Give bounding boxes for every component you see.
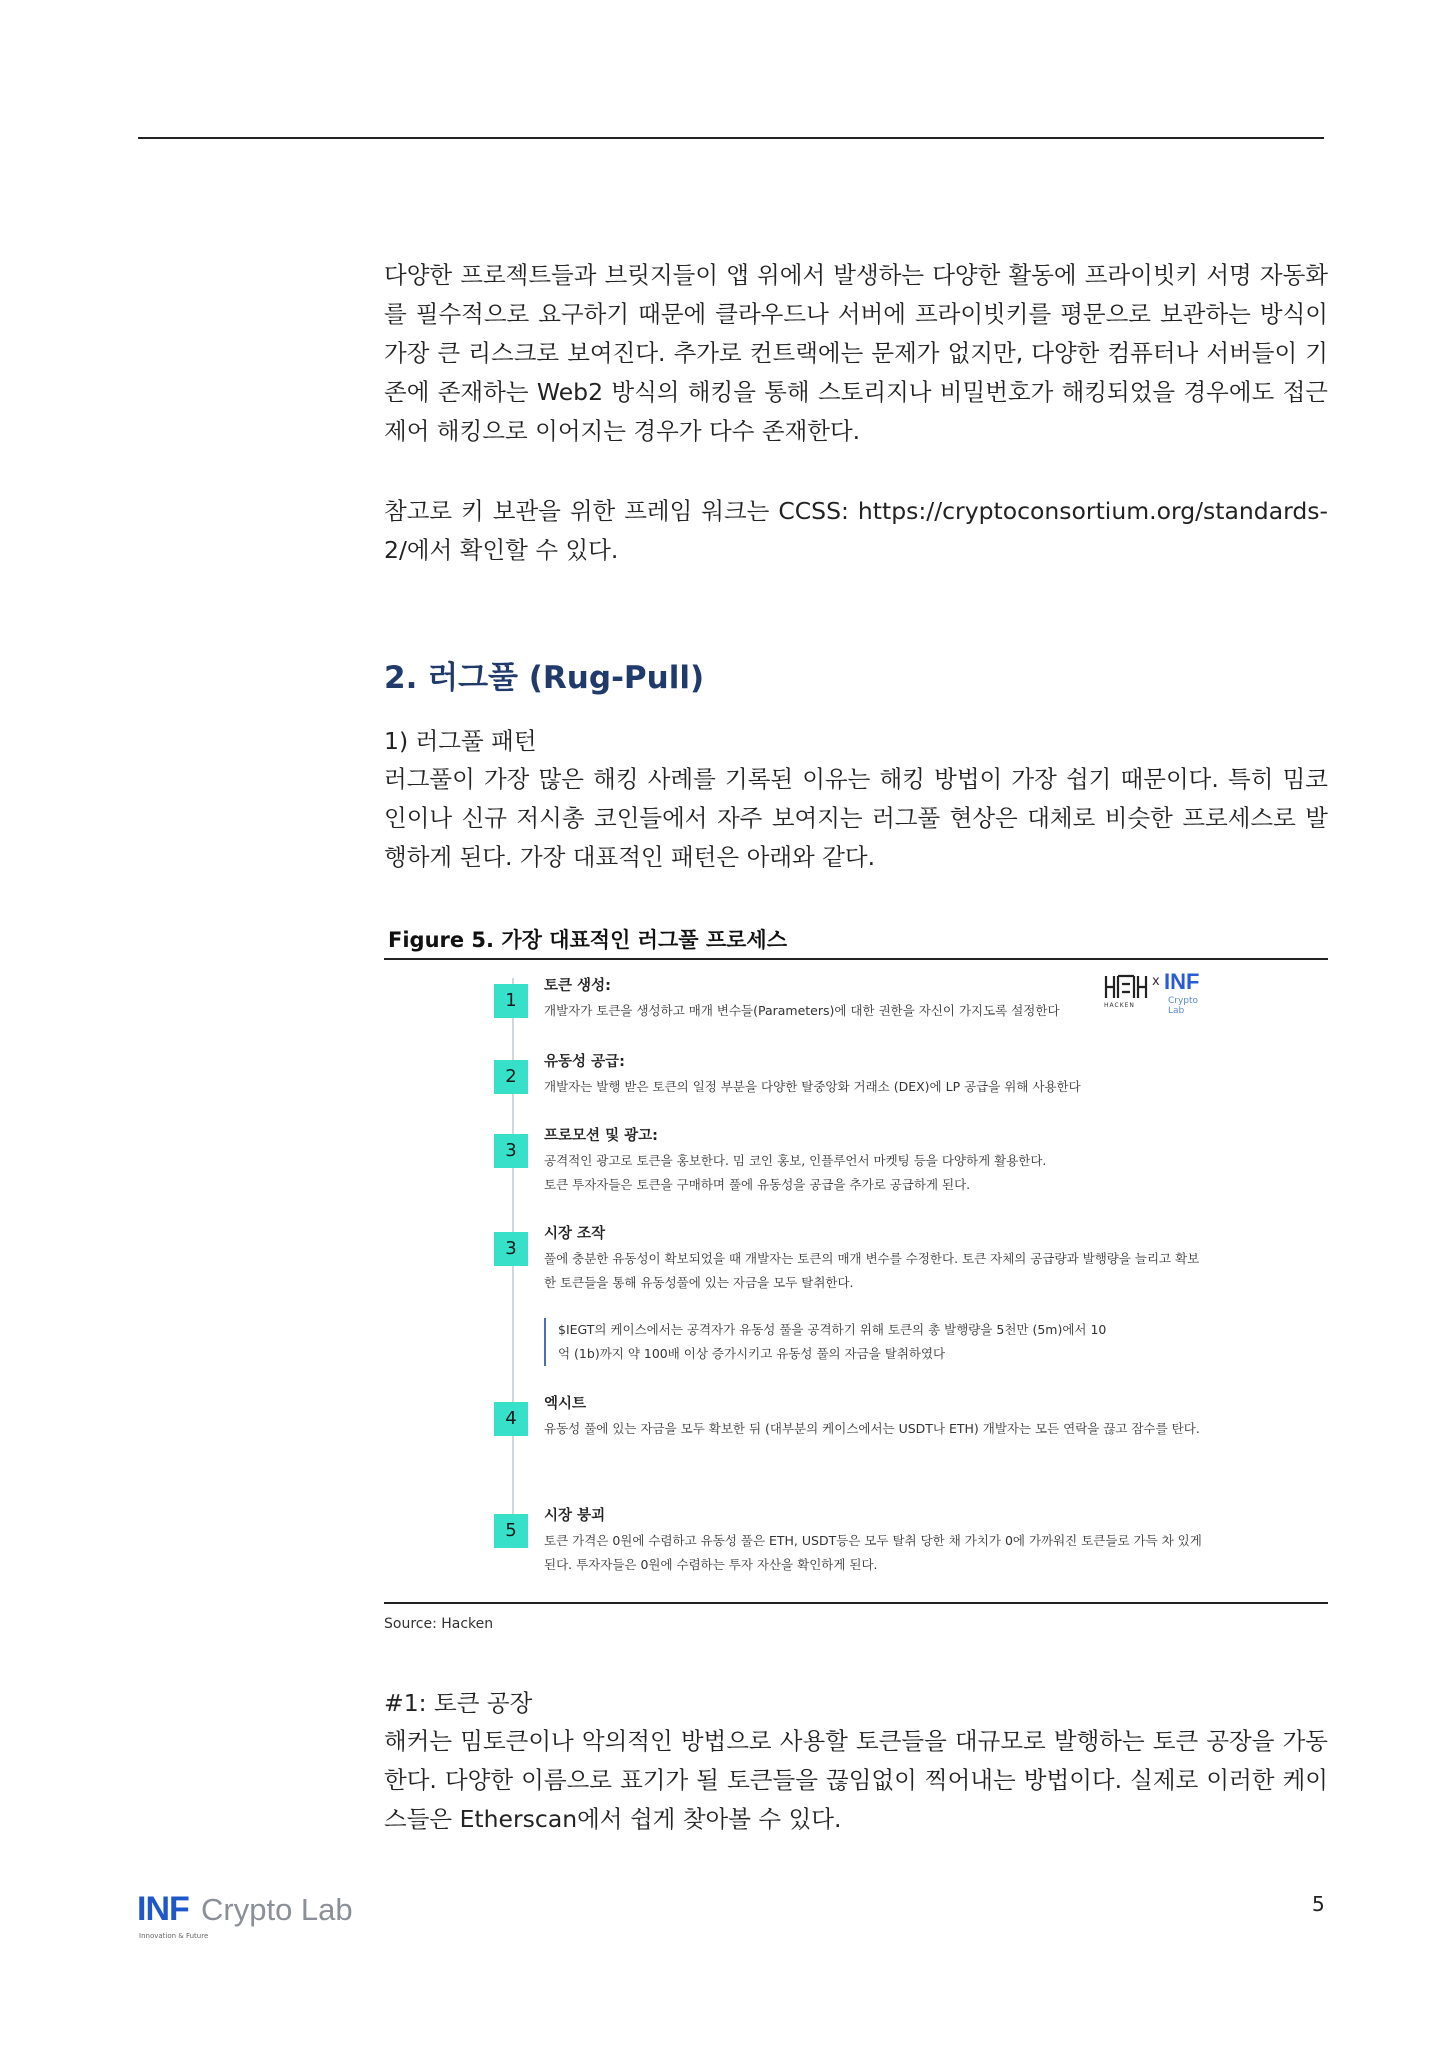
rugpull-process-figure xyxy=(490,968,1220,1594)
header-rule xyxy=(138,137,1324,139)
footer-logo-inf: INF xyxy=(137,1890,189,1928)
footer-logo-text: Crypto Lab xyxy=(201,1892,353,1927)
inf-logo-text: INF xyxy=(1164,969,1200,994)
figure-source: Source: Hacken xyxy=(384,1616,494,1632)
step-title: 시장 붕괴 xyxy=(544,1508,606,1524)
paragraph-rugpull-pattern: 러그풀이 가장 많은 해킹 사례를 기록된 이유는 해킹 방법이 가장 쉽기 때문이다. 특히 밈코인이나 신규 저시총 코인들에서 자주 보여지는 러그풀 현상은 대체로 비슷한 프로세스로 발행하게 된다. 가장 대표적인 패턴은 아래와 같다. xyxy=(384,765,1328,871)
paragraph-ccss-reference: 참고로 키 보관을 위한 프레임 워크는 CCSS: https://cryptoconsortium.org/standards-2/에서 확인할 수 있다. xyxy=(384,497,1328,564)
paragraph-token-factory: 해커는 밈토큰이나 악의적인 방법으로 사용할 토큰들을 대규모로 발행하는 토큰 공장을 가동한다. 다양한 이름으로 표기가 될 토큰들을 끊임없이 찍어내는 방법이다. 실제로 이러한 케이스들은 Etherscan에서 쉽게 찾아볼 수 있다. xyxy=(384,1727,1328,1833)
step-title: 시장 조작 xyxy=(544,1226,606,1242)
step-description: 공격적인 광고로 토큰을 홍보한다. 밈 코인 홍보, 인플루언서 마켓팅 등을 다양하게 활용한다. 토큰 투자자들은 토큰을 구매하며 풀에 유동성을 공급을 추가로 공급하게 된다. xyxy=(544,1153,1047,1192)
step-title: 유동성 공급: xyxy=(544,1054,625,1070)
figure-top-rule xyxy=(384,958,1328,960)
hacken-logo-text: HACKEN xyxy=(1104,1002,1135,1009)
section-title: 2. 러그풀 (Rug-Pull) xyxy=(384,660,705,696)
step-title: 토큰 생성: xyxy=(544,978,611,994)
figure-bottom-rule xyxy=(384,1602,1328,1604)
footer-logo-tagline: Innovation & Future xyxy=(139,1932,209,1940)
step-number-badge: 3 xyxy=(494,1232,528,1266)
step-description: 토큰 가격은 0원에 수렴하고 유동성 풀은 ETH, USDT등은 모두 탈취 당한 채 가치가 0에 가까워진 토큰들로 가득 차 있게 된다. 투자자들은 0원에 수렴하는 투자 자산을 확인하게 된다. xyxy=(544,1533,1202,1572)
step-number-badge: 3 xyxy=(494,1134,528,1168)
step-number-badge: 1 xyxy=(494,984,528,1018)
token-factory-heading: #1: 토큰 공장 xyxy=(384,1689,533,1717)
page-number: 5 xyxy=(1312,1892,1325,1916)
inf-logo-subtext: Crypto Lab xyxy=(1168,996,1199,1016)
step-title: 프로모션 및 광고: xyxy=(544,1128,658,1144)
inf-crypto-lab-logo xyxy=(137,1890,377,1946)
subsection-heading: 1) 러그풀 패턴 xyxy=(384,727,537,755)
step-number-badge: 2 xyxy=(494,1060,528,1094)
step-description: 유동성 풀에 있는 자금을 모두 확보한 뒤 (대부분의 케이스에서는 USDT나 ETH) 개발자는 모든 연락을 끊고 잠수를 탄다. xyxy=(544,1421,1200,1436)
step-number-badge: 4 xyxy=(494,1402,528,1436)
figure-title: Figure 5. 가장 대표적인 러그풀 프로세스 xyxy=(388,928,787,952)
step-title: 엑시트 xyxy=(544,1396,587,1412)
step-description: 풀에 충분한 유동성이 확보되었을 때 개발자는 토큰의 매개 변수를 수정한다. 토큰 자체의 공급량과 발행량을 늘리고 확보한 토큰들을 통해 유동성풀에 있는 자금을 모두 탈취한다. xyxy=(544,1251,1200,1290)
step-number-badge: 5 xyxy=(494,1514,528,1548)
case-quote: $IEGT의 케이스에서는 공격자가 유동성 풀을 공격하기 위해 토큰의 총 발행량을 5천만 (5m)에서 10억 (1b)까지 약 100배 이상 증가시키고 유동성 풀의 자금을 탈취하였다 xyxy=(544,1318,1118,1366)
step-description: 개발자가 토큰을 생성하고 매개 변수들(Parameters)에 대한 권한을 자신이 가지도록 설정한다 xyxy=(544,1003,1060,1018)
paragraph-private-key-risk: 다양한 프로젝트들과 브릿지들이 앱 위에서 발생하는 다양한 활동에 프라이빗키 서명 자동화를 필수적으로 요구하기 때문에 클라우드나 서버에 프라이빗키를 평문으로 보관하는 방식이 가장 큰 리스크로 보여진다. 추가로 컨트랙에는 문제가 없지만, 다양한 컴퓨터나 서버들이 기존에 존재하는 Web2 방식의 해킹을 통해 스토리지나 비밀번호가 해킹되었을 경우에도 접근 제어 해킹으로 이어지는 경우가 다수 존재한다. xyxy=(384,261,1328,445)
step-description: 개발자는 발행 받은 토큰의 일정 부분을 다양한 탈중앙화 거래소 (DEX)에 LP 공급을 위해 사용한다 xyxy=(544,1079,1081,1094)
logo-x: x xyxy=(1152,974,1160,989)
